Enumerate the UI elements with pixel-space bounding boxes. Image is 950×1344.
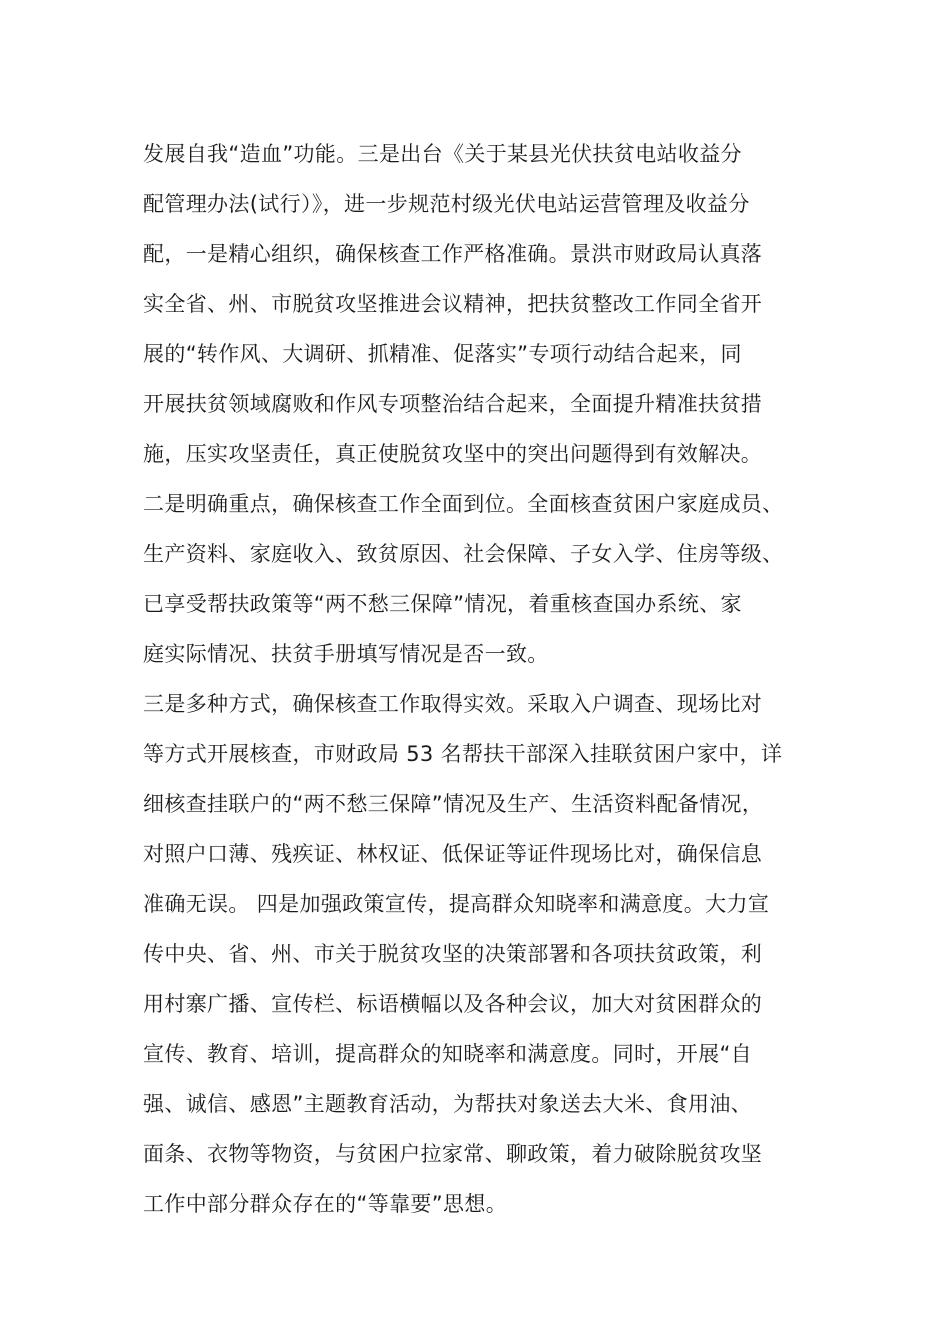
text-line: 施，压实攻坚责任，真正使脱贫攻坚中的突出问题得到有效解决。 [143,442,763,466]
text-line: 强、诚信、感恩”主题教育活动，为帮扶对象送去大米、食用油、 [143,1092,753,1116]
body-text [143,129,815,1229]
text-line: 配管理办法(试行）》，进一步规范村级光伏电站运营管理及收益分 [143,192,750,216]
text-line: 实全省、州、市脱贫攻坚推进会议精神，把扶贫整改工作同全省开 [143,292,763,316]
text-line: 面条、衣物等物资，与贫困户拉家常、聊政策，着力破除脱贫攻坚 [143,1142,763,1166]
text-line: 配，一是精心组织，确保核查工作严格准确。景洪市财政局认真落 [143,242,763,266]
text-line: 三是多种方式，确保核查工作取得实效。采取入户调查、现场比对 [143,692,763,716]
text-line: 发展自我“造血”功能。三是出台《关于某县光伏扶贫电站收益分 [143,142,742,166]
text-line: 准确无误。 四是加强政策宣传，提高群众知晓率和满意度。大力宣 [143,892,770,916]
text-line: 工作中部分群众存在的“等靠要”思想。 [143,1192,508,1216]
text-line: 用村寨广播、宣传栏、标语横幅以及各种会议，加大对贫困群众的 [143,992,763,1016]
text-line: 开展扶贫领域腐败和作风专项整治结合起来，全面提升精准扶贫措 [143,392,763,416]
text-line: 宣传、教育、培训，提高群众的知晓率和满意度。同时，开展“自 [143,1042,753,1066]
text-line: 已享受帮扶政策等“两不愁三保障”情况，着重核查国办系统、家 [143,592,742,616]
text-line: 等方式开展核查，市财政局 53 名帮扶干部深入挂联贫困户家中，详 [143,742,783,766]
text-line: 传中央、省、州、市关于脱贫攻坚的决策部署和各项扶贫政策，利 [143,942,763,966]
text-line: 庭实际情况、扶贫手册填写情况是否一致。 [143,642,549,666]
text-line: 生产资料、家庭收入、致贫原因、社会保障、子女入学、住房等级、 [143,542,784,566]
text-line: 二是明确重点，确保核查工作全面到位。全面核查贫困户家庭成员、 [143,492,784,516]
text-line: 细核查挂联户的“两不愁三保障”情况及生产、生活资料配备情况， [143,792,764,816]
text-line: 展的“转作风、大调研、抓精准、促落实”专项行动结合起来，同 [143,342,742,366]
text-line: 对照户口薄、残疾证、林权证、低保证等证件现场比对，确保信息 [143,842,763,866]
